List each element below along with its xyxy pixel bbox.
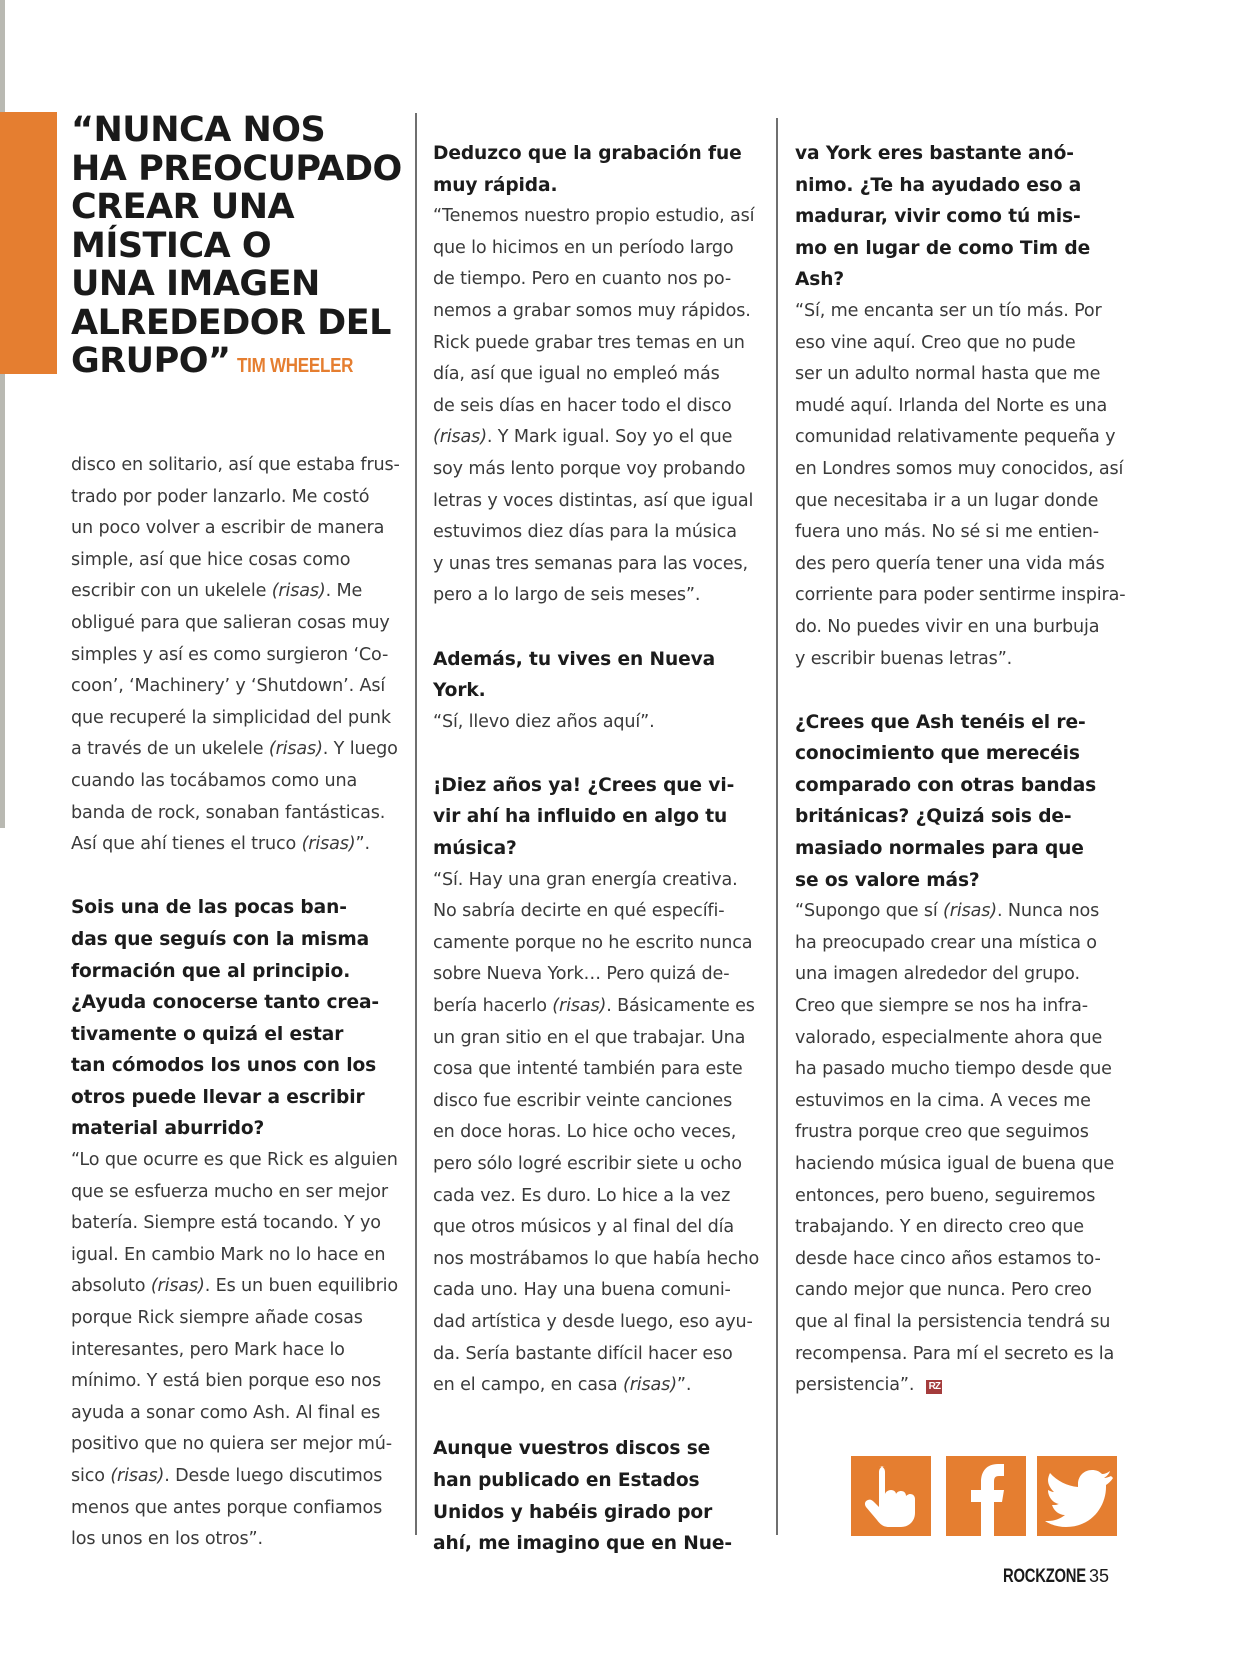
answer-line [795, 1181, 1140, 1213]
line-text: ¿Crees que Ash tenéis el re- [795, 711, 1086, 733]
answer-line [433, 1054, 778, 1086]
line-text: británicas? ¿Quizá sois de- [795, 806, 1072, 828]
line-text: otros puede llevar a escribir [71, 1086, 365, 1108]
line-text: banda de rock, sonaban fantásticas. [71, 802, 386, 823]
answer-line [433, 486, 778, 518]
answer-line [433, 1275, 778, 1307]
line-text: ha pasado mucho tiempo desde que [795, 1059, 1112, 1080]
line-text: estuvimos en la cima. A veces me [795, 1090, 1091, 1111]
answer-line [71, 1493, 416, 1525]
magazine-brand: ROCKZONE [1003, 1566, 1086, 1587]
social-button-facebook[interactable] [946, 1456, 1026, 1536]
line-text: entonces, pero bueno, seguiremos [795, 1185, 1096, 1206]
answer-line [433, 1307, 778, 1339]
line-text: mínimo. Y está bien porque eso nos [71, 1371, 381, 1392]
paragraph-gap [433, 612, 778, 644]
page-number: 35 [1089, 1566, 1110, 1586]
question-line [71, 956, 416, 988]
paragraph-gap [433, 738, 778, 770]
line-text: cada uno. Hay una buena comuni- [433, 1280, 731, 1301]
answer-line [433, 201, 778, 233]
question-line [433, 170, 778, 202]
question-line [433, 644, 778, 676]
line-text: “Supongo que sí (risas). Nunca nos [795, 901, 1100, 922]
question-line [71, 1082, 416, 1114]
line-text: nos mostrábamos lo que había hecho [433, 1248, 760, 1269]
line-text: comparado con otras bandas [795, 774, 1097, 796]
answer-line [795, 296, 1140, 328]
line-text: interesantes, pero Mark hace lo [71, 1339, 345, 1360]
question-line [795, 170, 1140, 202]
line-text: día, así que igual no empleó más [433, 364, 720, 385]
line-text: menos que antes porque confiamos [71, 1497, 383, 1518]
question-line [795, 264, 1140, 296]
answer-line [433, 359, 778, 391]
line-text: cuando las tocábamos como una [71, 770, 358, 791]
answer-line [71, 1524, 416, 1556]
answer-line [795, 549, 1140, 581]
paragraph-gap [433, 1402, 778, 1434]
answer-line [71, 1366, 416, 1398]
paragraph-gap [795, 675, 1140, 707]
line-text: camente porque no he escrito nunca [433, 932, 753, 953]
pull-quote-line: UNA IMAGEN [71, 264, 320, 304]
answer-line [433, 1086, 778, 1118]
answer-line [71, 1240, 416, 1272]
line-text: masiado normales para que [795, 838, 1084, 860]
answer-line [71, 1335, 416, 1367]
line-text: batería. Siempre está tocando. Y yo [71, 1213, 381, 1234]
question-line [433, 1433, 778, 1465]
answer-line [433, 454, 778, 486]
line-text: coon’, ‘Machinery’ y ‘Shutdown’. Así [71, 676, 386, 697]
line-text: porque Rick siempre añade cosas [71, 1308, 363, 1329]
answer-line [795, 644, 1140, 676]
page-footer [1003, 1566, 1109, 1588]
answer-line [795, 1023, 1140, 1055]
line-text: escribir con un ukelele (risas). Me [71, 581, 363, 602]
answer-line [71, 608, 416, 640]
line-text: simple, así que hice cosas como [71, 549, 351, 570]
answer-line [433, 928, 778, 960]
line-text: No sabría decirte en qué específi- [433, 901, 725, 922]
line-text: obligué para que salieran cosas muy [71, 612, 390, 633]
line-text: Sois una de las pocas ban- [71, 897, 347, 919]
answer-line [71, 513, 416, 545]
line-text: cosa que intenté también para este [433, 1059, 743, 1080]
line-text: frustra porque creo que seguimos [795, 1122, 1089, 1143]
line-text: material aburrido? [71, 1118, 265, 1140]
line-text: absoluto (risas). Es un buen equilibrio [71, 1276, 399, 1297]
question-line [795, 833, 1140, 865]
line-text: ayuda a sonar como Ash. Al final es [71, 1402, 381, 1423]
line-text: y unas tres semanas para las voces, [433, 553, 748, 574]
line-text: Deduzco que la grabación fue [433, 143, 742, 164]
answer-line [795, 1212, 1140, 1244]
line-text: nimo. ¿Te ha ayudado eso a [795, 174, 1082, 196]
line-text: mo en lugar de como Tim de [795, 237, 1091, 259]
line-text: trabajando. Y en directo creo que [795, 1217, 1084, 1238]
answer-line [433, 328, 778, 360]
answer-line [71, 798, 416, 830]
answer-line [71, 640, 416, 672]
line-text: han publicado en Estados [433, 1469, 700, 1491]
line-text: trado por poder lanzarlo. Me costó [71, 486, 370, 507]
line-text: en Londres somos muy conocidos, así [795, 458, 1124, 479]
line-text: “Lo que ocurre es que Rick es alguien [71, 1150, 398, 1171]
question-line [795, 138, 1140, 170]
line-text: recompensa. Para mí el secreto es la [795, 1343, 1115, 1364]
line-text: “Sí, me encanta ser un tío más. Por [795, 300, 1102, 321]
answer-line [433, 1339, 778, 1371]
question-line [433, 833, 778, 865]
answer-line [433, 422, 778, 454]
facebook-icon [946, 1456, 1026, 1536]
answer-line [795, 454, 1140, 486]
answer-line [795, 1086, 1140, 1118]
line-text: una imagen alrededor del grupo. [795, 964, 1080, 985]
answer-line [433, 1117, 778, 1149]
line-text: que necesitaba ir a un lugar donde [795, 490, 1099, 511]
question-line [71, 1019, 416, 1051]
question-line [433, 1497, 778, 1529]
line-text: “Tenemos nuestro propio estudio, así [433, 206, 755, 227]
answer-line [71, 1271, 416, 1303]
line-text: “Sí, llevo diez años aquí”. [433, 711, 655, 732]
answer-line [71, 450, 416, 482]
answer-line [795, 328, 1140, 360]
line-text: soy más lento porque voy probando [433, 458, 746, 479]
line-text: cando mejor que nunca. Pero creo [795, 1280, 1092, 1301]
line-text: de tiempo. Pero en cuanto nos po- [433, 269, 732, 290]
line-text: en doce horas. Lo hice ocho veces, [433, 1122, 737, 1143]
answer-line [433, 896, 778, 928]
line-text: tan cómodos los unos con los [71, 1055, 377, 1077]
line-text: (risas). Y Mark igual. Soy yo el que [433, 427, 733, 448]
line-text: un poco volver a escribir de manera [71, 518, 385, 539]
answer-line [71, 1208, 416, 1240]
answer-line [71, 1461, 416, 1493]
line-text: que al final la persistencia tendrá su [795, 1311, 1111, 1332]
answer-line [795, 422, 1140, 454]
paragraph-gap [71, 861, 416, 893]
line-text: formación que al principio. [71, 960, 351, 982]
answer-line [795, 391, 1140, 423]
line-text: los unos en los otros”. [71, 1529, 263, 1550]
line-text: persistencia”. [795, 1375, 915, 1396]
question-line [795, 707, 1140, 739]
line-text: ¡Diez años ya! ¿Crees que vi- [433, 774, 735, 796]
answer-line [433, 1023, 778, 1055]
question-line [71, 987, 416, 1019]
answer-line [71, 1303, 416, 1335]
question-line [433, 770, 778, 802]
line-text: Aunque vuestros discos se [433, 1438, 711, 1460]
question-line [795, 770, 1140, 802]
line-text: corriente para poder sentirme inspira- [795, 585, 1126, 606]
answer-line [795, 896, 1140, 928]
answer-line [795, 1307, 1140, 1339]
answer-line [433, 959, 778, 991]
answer-line [71, 576, 416, 608]
question-line [433, 1465, 778, 1497]
answer-line [795, 991, 1140, 1023]
question-line [795, 865, 1140, 897]
answer-line [71, 734, 416, 766]
answer-line [71, 545, 416, 577]
pull-quote-accent-bar [0, 112, 57, 374]
line-text: música? [433, 838, 517, 860]
line-text: positivo que no quiera ser mejor mú- [71, 1434, 392, 1455]
pull-quote-line: GRUPO” [71, 341, 231, 381]
line-text: estuvimos diez días para la música [433, 522, 737, 543]
line-text: do. No puedes vivir en una burbuja [795, 616, 1100, 637]
answer-line [433, 296, 778, 328]
question-line [433, 1528, 778, 1560]
question-line [795, 233, 1140, 265]
line-text: Así que ahí tienes el truco (risas)”. [71, 834, 370, 855]
line-text: Además, tu vives en Nueva [433, 648, 716, 670]
line-text: letras y voces distintas, así que igual [433, 490, 754, 511]
answer-line [795, 959, 1140, 991]
question-line [71, 892, 416, 924]
line-text: Rick puede grabar tres temas en un [433, 332, 745, 353]
line-text: que recuperé la simplicidad del punk [71, 707, 391, 728]
line-text: Ash? [795, 269, 845, 291]
answer-line [71, 1398, 416, 1430]
line-text: a través de un ukelele (risas). Y luego [71, 739, 398, 760]
pull-quote-line: MÍSTICA O [71, 225, 272, 266]
line-text: comunidad relativamente pequeña y [795, 427, 1116, 448]
answer-line [433, 707, 778, 739]
answer-line [795, 359, 1140, 391]
line-text: Creo que siempre se nos ha infra- [795, 996, 1088, 1017]
line-text: eso vine aquí. Creo que no pude [795, 332, 1076, 353]
line-text: ser un adulto normal hasta que me [795, 364, 1101, 385]
answer-line [433, 580, 778, 612]
answer-line [795, 1275, 1140, 1307]
line-text: sico (risas). Desde luego discutimos [71, 1466, 383, 1486]
answer-line [71, 671, 416, 703]
line-text: des pero quería tener una vida más [795, 553, 1105, 574]
line-text: que lo hicimos en un período largo [433, 237, 734, 258]
answer-line [71, 829, 416, 861]
line-text: mudé aquí. Irlanda del Norte es una [795, 395, 1108, 416]
answer-line [71, 703, 416, 735]
end-mark-logo: RZ [926, 1380, 942, 1394]
question-line [433, 675, 778, 707]
answer-line [795, 486, 1140, 518]
line-text: haciendo música igual de buena que [795, 1154, 1115, 1174]
line-text: ahí, me imagino que en Nue- [433, 1533, 732, 1555]
pull-quote-line: ALREDEDOR DEL [71, 302, 391, 343]
line-text: valorado, especialmente ahora que [795, 1027, 1103, 1048]
line-text: dad artística y desde luego, eso ayu- [433, 1311, 753, 1332]
line-text: bería hacerlo (risas). Básicamente es [433, 996, 755, 1017]
answer-line [795, 1149, 1140, 1181]
answer-line [433, 391, 778, 423]
pull-quote-line: CREAR UNA [71, 187, 295, 227]
answer-line [795, 928, 1140, 960]
question-line [433, 138, 778, 170]
line-text: va York eres bastante anó- [795, 143, 1074, 164]
answer-line [795, 1370, 1140, 1402]
question-line [433, 801, 778, 833]
answer-line [795, 580, 1140, 612]
article-column-3 [795, 138, 1140, 1402]
line-text: y escribir buenas letras”. [795, 648, 1013, 669]
answer-line [71, 766, 416, 798]
pull-quote-attribution: TIM WHEELER [236, 355, 353, 377]
answer-line [433, 1244, 778, 1276]
answer-line [433, 991, 778, 1023]
pointer-hand-icon [851, 1456, 931, 1536]
line-text: nemos a grabar somos muy rápidos. [433, 300, 751, 321]
line-text: que otros músicos y al final del día [433, 1217, 734, 1238]
answer-line [433, 1212, 778, 1244]
answer-line [795, 612, 1140, 644]
line-text: simples y así es como surgieron ‘Co- [71, 644, 389, 665]
line-text: conocimiento que merecéis [795, 743, 1080, 765]
line-text: desde hace cinco años estamos to- [795, 1248, 1101, 1269]
line-text: disco en solitario, así que estaba frus- [71, 455, 400, 475]
social-button-touch[interactable] [851, 1456, 931, 1536]
line-text: muy rápida. [433, 174, 558, 196]
answer-line [795, 517, 1140, 549]
line-text: en el campo, en casa (risas)”. [433, 1375, 692, 1396]
line-text: tivamente o quizá el estar [71, 1023, 344, 1045]
question-line [795, 738, 1140, 770]
line-text: fuera uno más. No sé si me entien- [795, 522, 1099, 543]
answer-line [71, 1177, 416, 1209]
answer-line [433, 264, 778, 296]
line-text: vir ahí ha influido en algo tu [433, 806, 728, 828]
line-text: Unidos y habéis girado por [433, 1501, 713, 1523]
line-text: das que seguís con la misma [71, 928, 370, 950]
question-line [795, 201, 1140, 233]
line-text: pero sólo logré escribir siete u ocho [433, 1154, 742, 1174]
line-text: York. [433, 680, 486, 702]
line-text: de seis días en hacer todo el disco [433, 395, 732, 416]
answer-line [795, 1054, 1140, 1086]
answer-line [433, 1370, 778, 1402]
answer-line [433, 1181, 778, 1213]
pull-quote-line: “NUNCA NOS [71, 110, 326, 150]
question-line [71, 1050, 416, 1082]
twitter-bird-icon [1037, 1456, 1117, 1536]
answer-line [433, 1149, 778, 1181]
answer-line [71, 1145, 416, 1177]
answer-line [71, 482, 416, 514]
line-text: ha preocupado crear una mística o [795, 932, 1097, 953]
question-line [795, 801, 1140, 833]
line-text: cada vez. Es duro. Lo hice a la vez [433, 1185, 731, 1206]
line-text: da. Sería bastante difícil hacer eso [433, 1343, 733, 1364]
line-text: igual. En cambio Mark no lo hace en [71, 1244, 386, 1265]
question-line [71, 924, 416, 956]
line-text: sobre Nueva York… Pero quizá de- [433, 964, 730, 985]
line-text: se os valore más? [795, 869, 980, 891]
line-text: disco fue escribir veinte canciones [433, 1090, 733, 1111]
answer-line [433, 233, 778, 265]
line-text: ¿Ayuda conocerse tanto crea- [71, 992, 380, 1014]
line-text: que se esfuerza mucho en ser mejor [71, 1181, 388, 1202]
social-button-twitter[interactable] [1037, 1456, 1117, 1536]
pull-quote-line: HA PREOCUPADO [71, 148, 402, 189]
answer-line [433, 517, 778, 549]
article-column-1 [71, 450, 416, 1556]
pull-quote [71, 111, 411, 386]
line-text: un gran sitio en el que trabajar. Una [433, 1027, 746, 1048]
answer-line [433, 865, 778, 897]
answer-line [71, 1429, 416, 1461]
answer-line [795, 1339, 1140, 1371]
line-text: “Sí. Hay una gran energía creativa. [433, 869, 738, 890]
pull-quote-last-line [71, 342, 411, 386]
article-column-2 [433, 138, 778, 1560]
answer-line [795, 1117, 1140, 1149]
answer-line [795, 1244, 1140, 1276]
line-text: madurar, vivir como tú mis- [795, 206, 1081, 228]
question-line [71, 1113, 416, 1145]
line-text: pero a lo largo de seis meses”. [433, 585, 701, 606]
answer-line [433, 549, 778, 581]
